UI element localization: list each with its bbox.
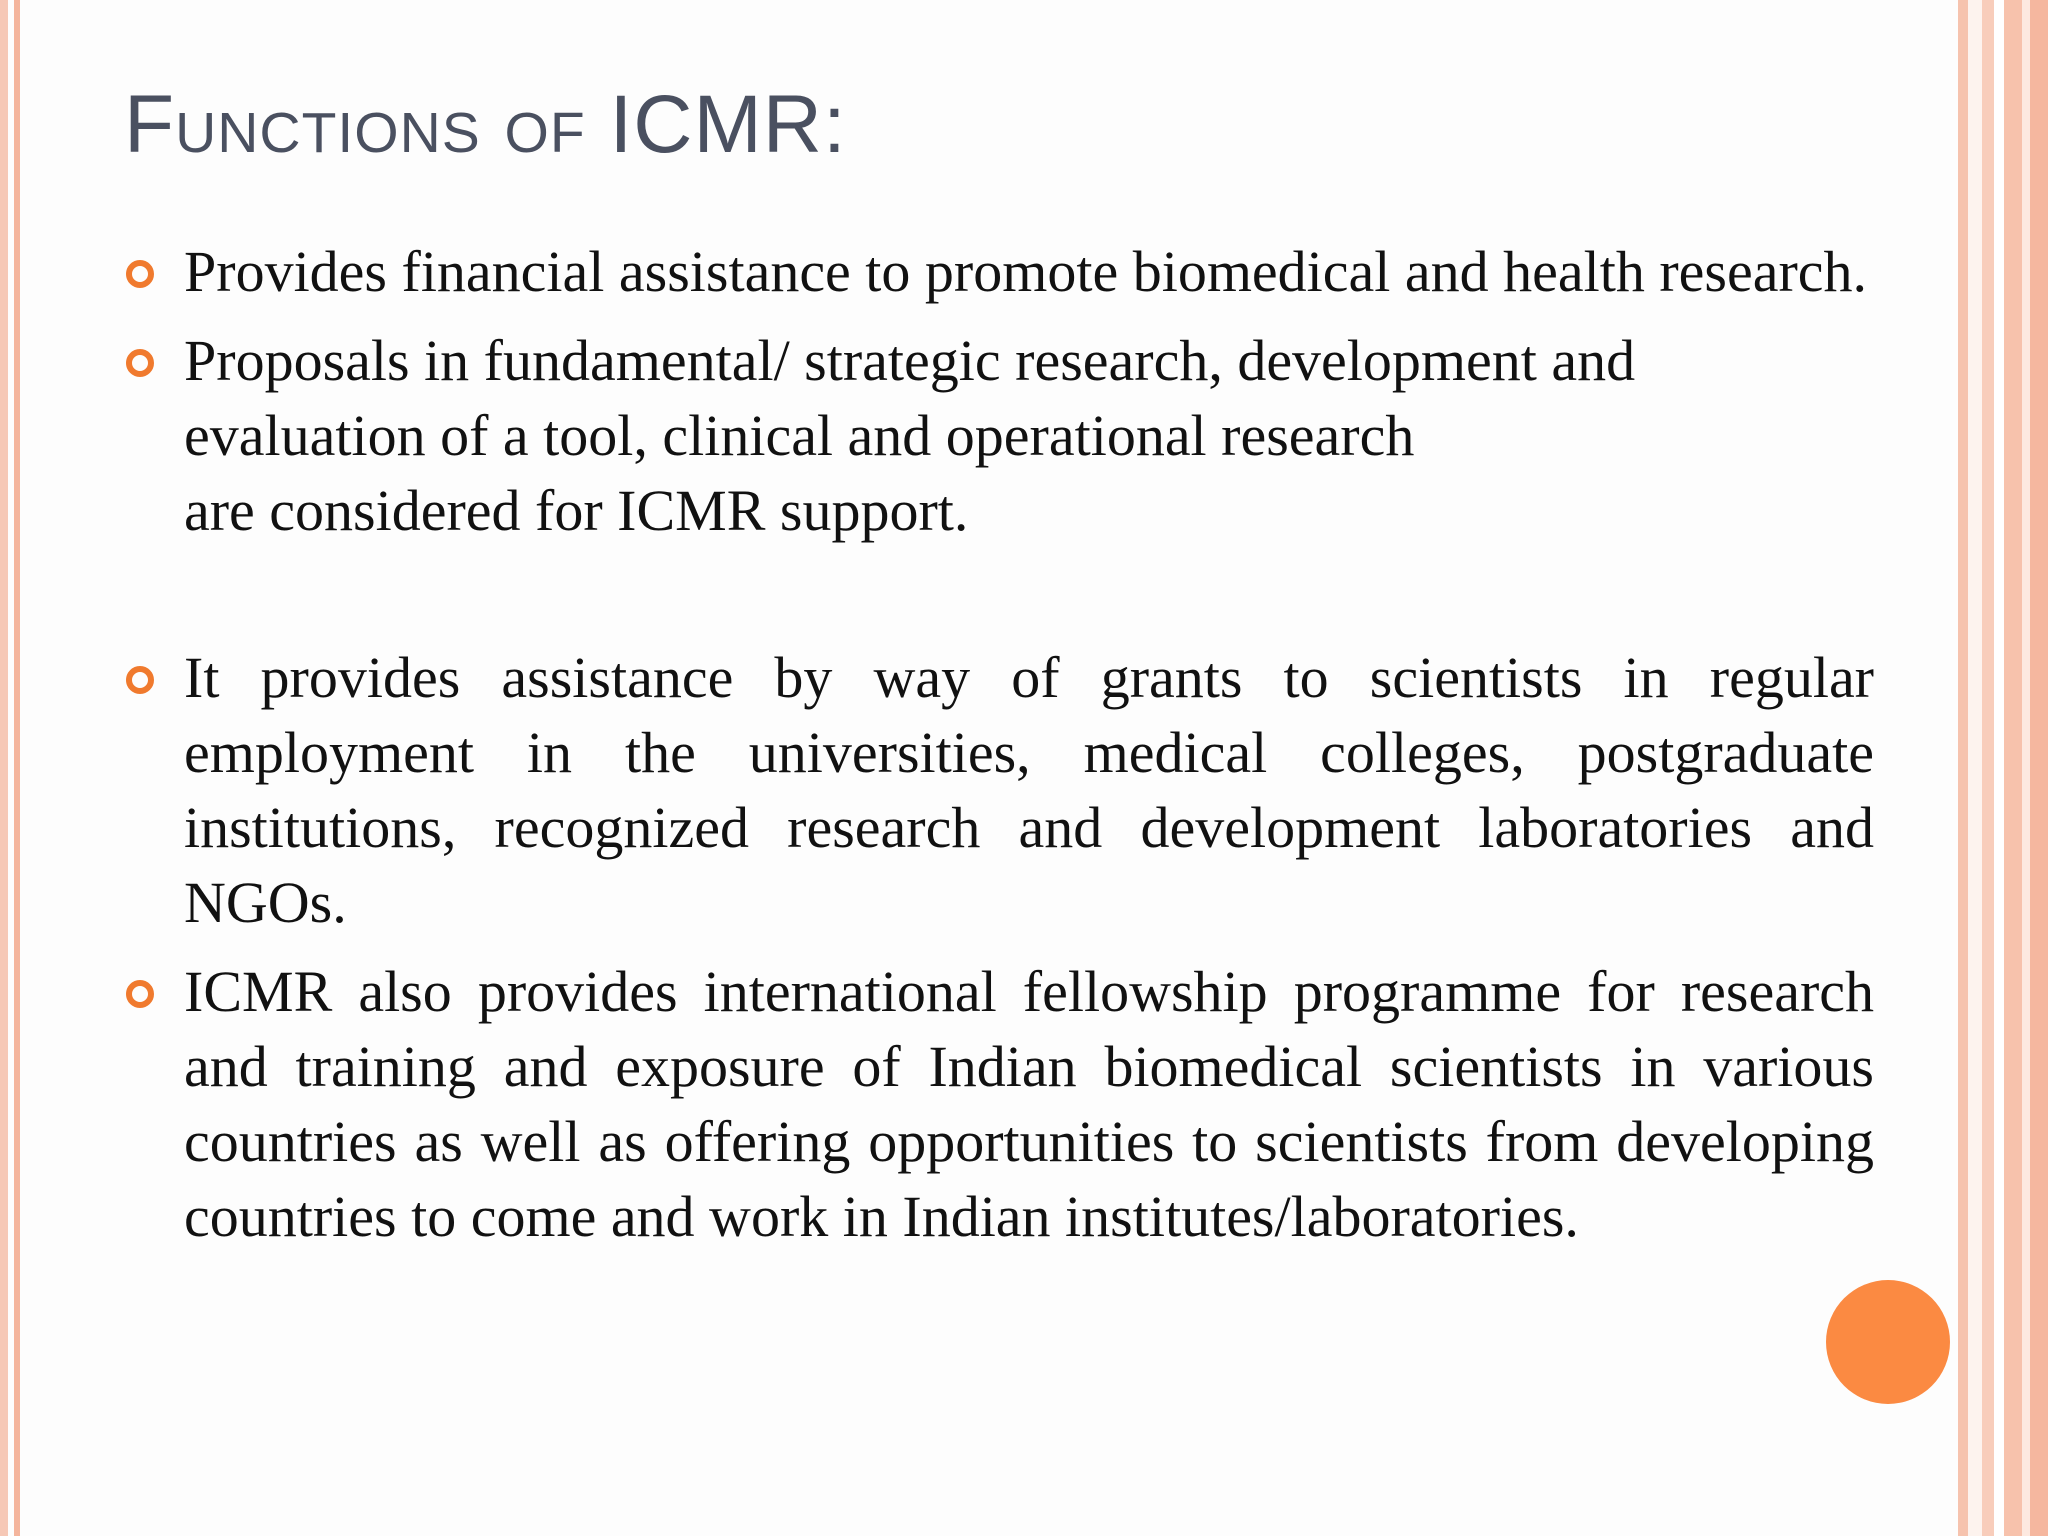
hollow-circle-bullet-icon <box>126 260 154 288</box>
bullet-text: ICMR also provides international fellowship programme for research and training and exposure of Indian biomedical scientists in various countries as well as offering opportunities to scientists from developing countries to come and work in Indian institutes/laboratories. <box>184 959 1874 1249</box>
right-stripe <box>2004 0 2022 1536</box>
right-stripe <box>2030 0 2048 1536</box>
bullet-item <box>124 323 1874 548</box>
bullet-text: Provides financial assistance to promote biomedical and health research. <box>184 239 1868 304</box>
bullet-text: It provides assistance by way of grants to scientists in regular employment in the universities, medical colleges, postgraduate institutions, recognized research and development laboratories and NGOs. <box>184 645 1874 935</box>
right-stripe <box>1968 0 1982 1536</box>
left-border-outer <box>0 0 8 1536</box>
orange-circle-icon <box>1826 1280 1950 1404</box>
bullet-text-line: Proposals in fundamental/ strategic research, development and <box>184 328 1636 393</box>
right-stripe <box>1982 0 1994 1536</box>
slide-title: Functions of ICMR: <box>124 79 847 170</box>
right-stripe <box>1994 0 2004 1536</box>
bullet-item <box>124 640 1874 940</box>
left-border-inner <box>14 0 20 1536</box>
hollow-circle-bullet-icon <box>126 349 154 377</box>
right-stripe <box>2022 0 2030 1536</box>
hollow-circle-bullet-icon <box>126 980 154 1008</box>
bullet-item <box>124 234 1874 309</box>
right-stripe <box>1958 0 1968 1536</box>
bullet-text-line: evaluation of a tool, clinical and operational research <box>184 403 1415 468</box>
bullet-item <box>124 954 1874 1254</box>
bullet-text-line: are considered for ICMR support. <box>184 478 969 543</box>
bullet-list <box>124 234 1874 1254</box>
hollow-circle-bullet-icon <box>126 666 154 694</box>
